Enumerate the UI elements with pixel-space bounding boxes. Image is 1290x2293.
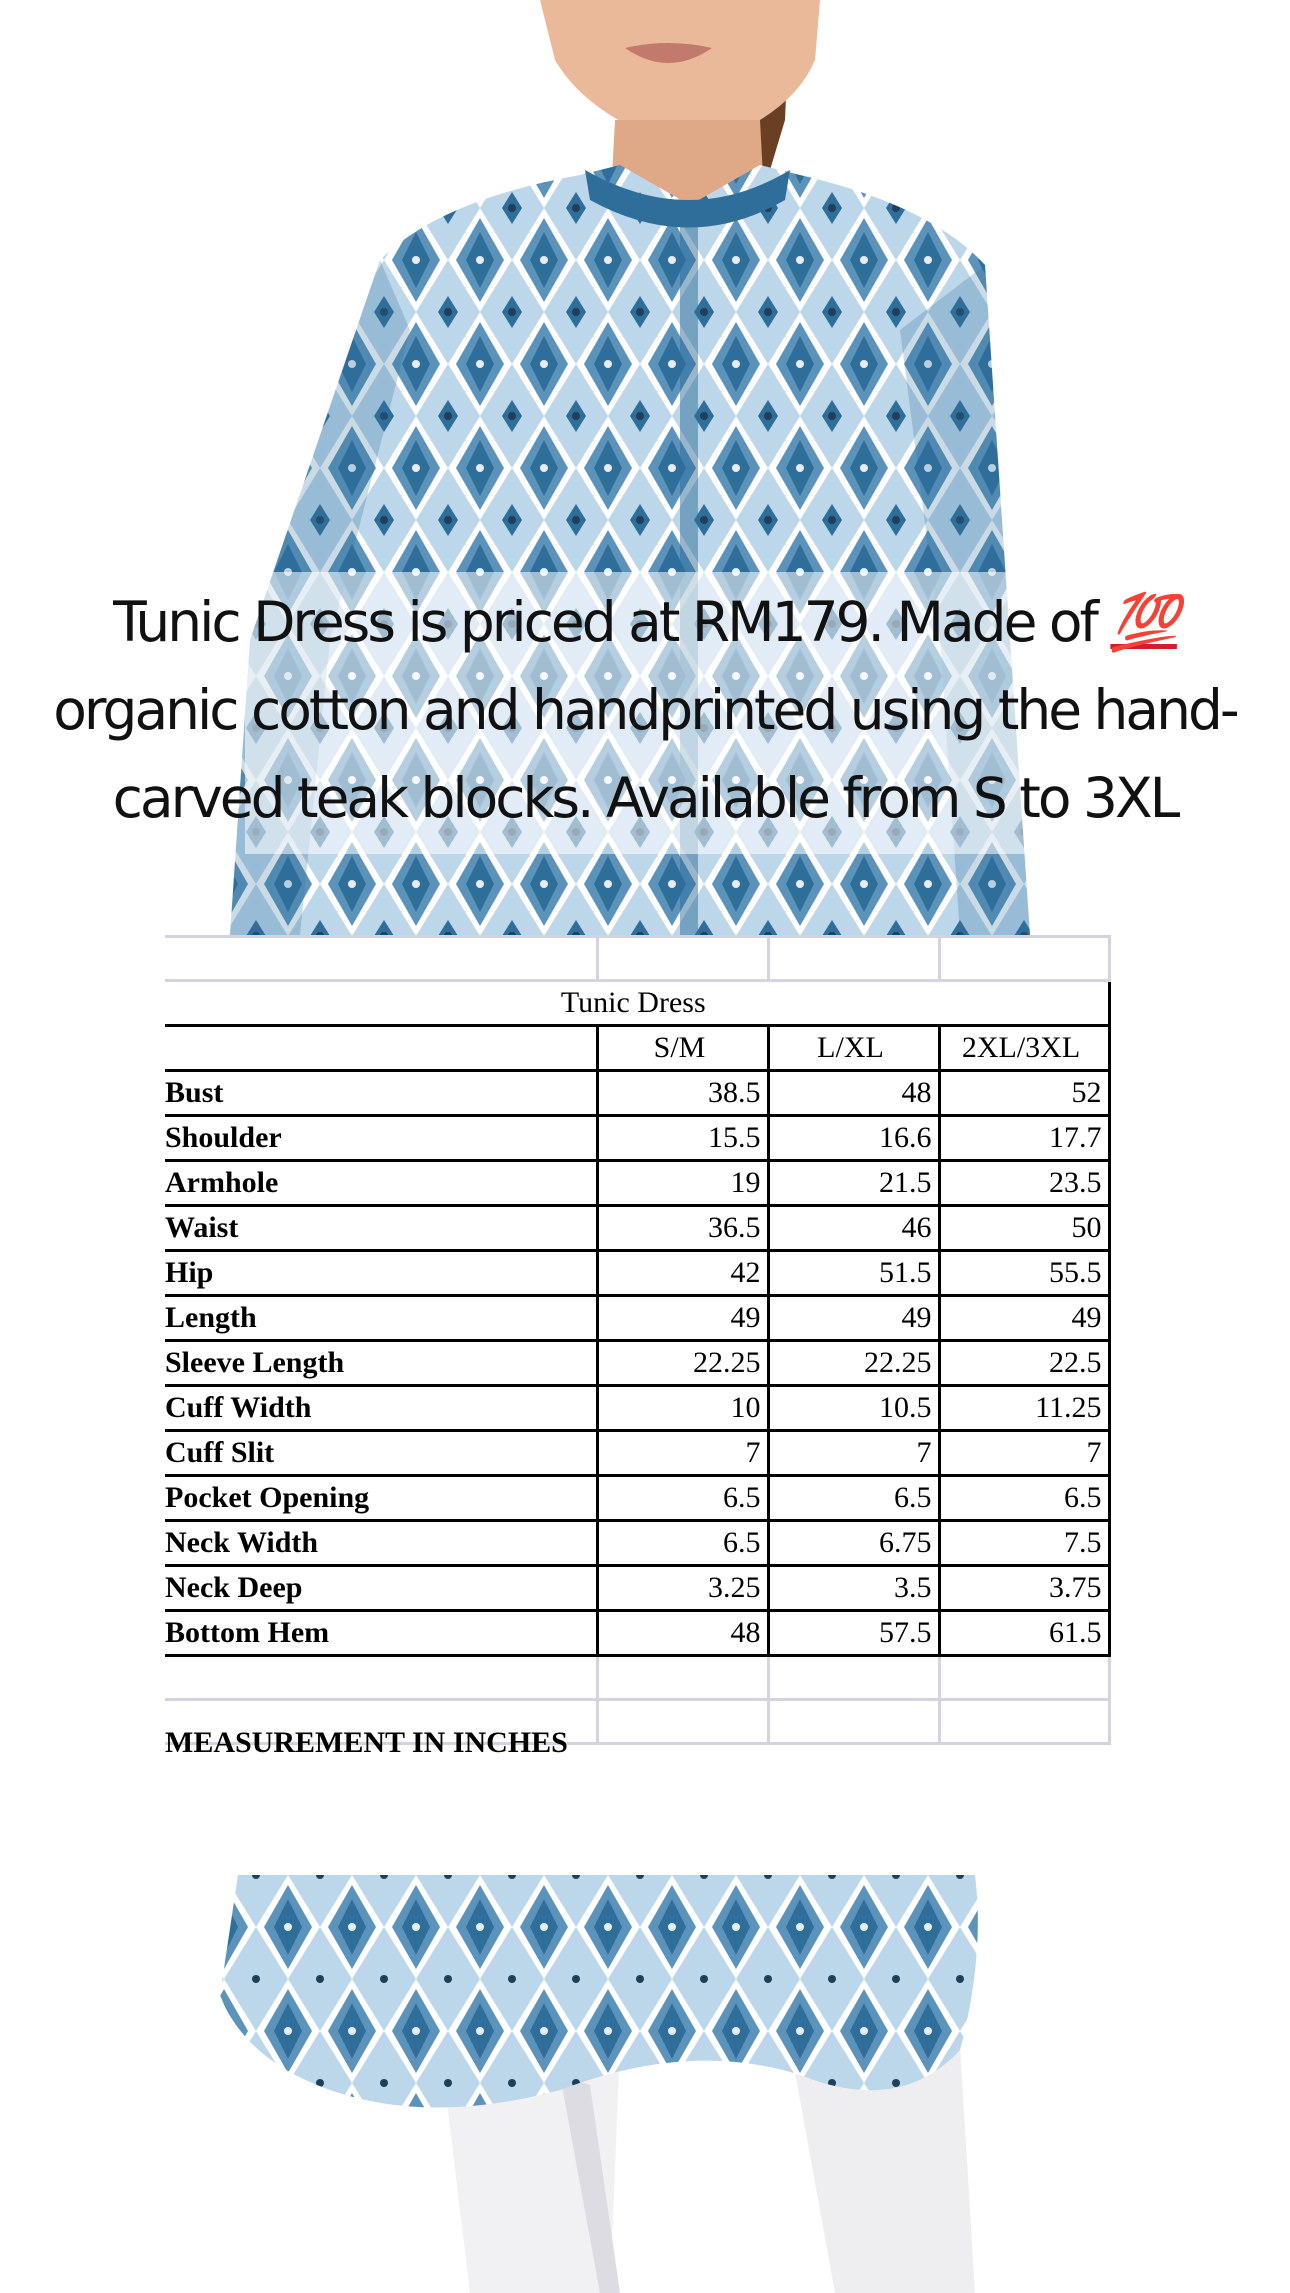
cell-value: 22.5	[939, 1341, 1109, 1386]
cell-value: 22.25	[768, 1341, 939, 1386]
cell-value: 23.5	[939, 1161, 1109, 1206]
table-row	[165, 1386, 1109, 1431]
table-row	[165, 1251, 1109, 1296]
cell-value: 7	[597, 1431, 768, 1476]
cell-value: 52	[939, 1071, 1109, 1116]
row-label: Neck Deep	[165, 1566, 597, 1611]
header-size-sm: S/M	[597, 1026, 768, 1071]
cell-value: 48	[597, 1611, 768, 1656]
row-label: Pocket Opening	[165, 1476, 597, 1521]
row-label: Sleeve Length	[165, 1341, 597, 1386]
size-table	[165, 935, 1111, 1759]
cell-value: 10.5	[768, 1386, 939, 1431]
table-row	[165, 1116, 1109, 1161]
cell-value: 15.5	[597, 1116, 768, 1161]
cell-value: 38.5	[597, 1071, 768, 1116]
header-blank	[165, 1026, 597, 1071]
cell-value: 21.5	[768, 1161, 939, 1206]
blank-grid-row	[165, 1656, 1109, 1700]
cell-value: 16.6	[768, 1116, 939, 1161]
table-title: Tunic Dress	[165, 981, 1109, 1026]
table-row	[165, 1161, 1109, 1206]
product-photo-bottom	[0, 1875, 1290, 2293]
cell-value: 10	[597, 1386, 768, 1431]
cell-value: 3.25	[597, 1566, 768, 1611]
table-row	[165, 1476, 1109, 1521]
cell-value: 50	[939, 1206, 1109, 1251]
cell-value: 6.75	[768, 1521, 939, 1566]
caption-text-end: organic cotton and handprinted using the hand-carved teak blocks. Available from S to 3XL	[53, 678, 1237, 830]
measurement-note: MEASUREMENT IN INCHES	[165, 1725, 568, 1759]
cell-value: 6.5	[768, 1476, 939, 1521]
table-row	[165, 1566, 1109, 1611]
cell-value: 11.25	[939, 1386, 1109, 1431]
row-label: Bust	[165, 1071, 597, 1116]
cell-value: 3.75	[939, 1566, 1109, 1611]
cell-value: 49	[939, 1296, 1109, 1341]
header-size-2xl3xl: 2XL/3XL	[939, 1026, 1109, 1071]
cell-value: 49	[768, 1296, 939, 1341]
cell-value: 6.5	[939, 1476, 1109, 1521]
cell-value: 49	[597, 1296, 768, 1341]
table-row	[165, 1431, 1109, 1476]
table-header-row	[165, 1026, 1109, 1071]
table-title-row	[165, 981, 1109, 1026]
cell-value: 6.5	[597, 1521, 768, 1566]
cell-value: 7	[768, 1431, 939, 1476]
cell-value: 19	[597, 1161, 768, 1206]
product-caption	[40, 578, 1250, 842]
row-label: Length	[165, 1296, 597, 1341]
table-row	[165, 1071, 1109, 1116]
hundred-points-icon: 💯	[1110, 590, 1177, 654]
footer-row	[165, 1700, 1109, 1744]
header-size-lxl: L/XL	[768, 1026, 939, 1071]
cell-value: 46	[768, 1206, 939, 1251]
table-row	[165, 1611, 1109, 1656]
cell-value: 6.5	[597, 1476, 768, 1521]
blank-grid-row	[165, 937, 1109, 981]
size-chart	[165, 935, 1109, 1775]
row-label: Cuff Width	[165, 1386, 597, 1431]
row-label: Armhole	[165, 1161, 597, 1206]
cell-value: 36.5	[597, 1206, 768, 1251]
row-label: Neck Width	[165, 1521, 597, 1566]
table-row	[165, 1521, 1109, 1566]
row-label: Hip	[165, 1251, 597, 1296]
cell-value: 22.25	[597, 1341, 768, 1386]
cell-value: 57.5	[768, 1611, 939, 1656]
cell-value: 7.5	[939, 1521, 1109, 1566]
table-row	[165, 1341, 1109, 1386]
caption-text-start: Tunic Dress is priced at RM179. Made of	[113, 590, 1111, 654]
row-label: Shoulder	[165, 1116, 597, 1161]
row-label: Waist	[165, 1206, 597, 1251]
cell-value: 42	[597, 1251, 768, 1296]
cell-value: 55.5	[939, 1251, 1109, 1296]
cell-value: 17.7	[939, 1116, 1109, 1161]
cell-value: 51.5	[768, 1251, 939, 1296]
table-row	[165, 1206, 1109, 1251]
cell-value: 7	[939, 1431, 1109, 1476]
row-label: Bottom Hem	[165, 1611, 597, 1656]
cell-value: 61.5	[939, 1611, 1109, 1656]
cell-value: 3.5	[768, 1566, 939, 1611]
row-label: Cuff Slit	[165, 1431, 597, 1476]
cell-value: 48	[768, 1071, 939, 1116]
table-row	[165, 1296, 1109, 1341]
